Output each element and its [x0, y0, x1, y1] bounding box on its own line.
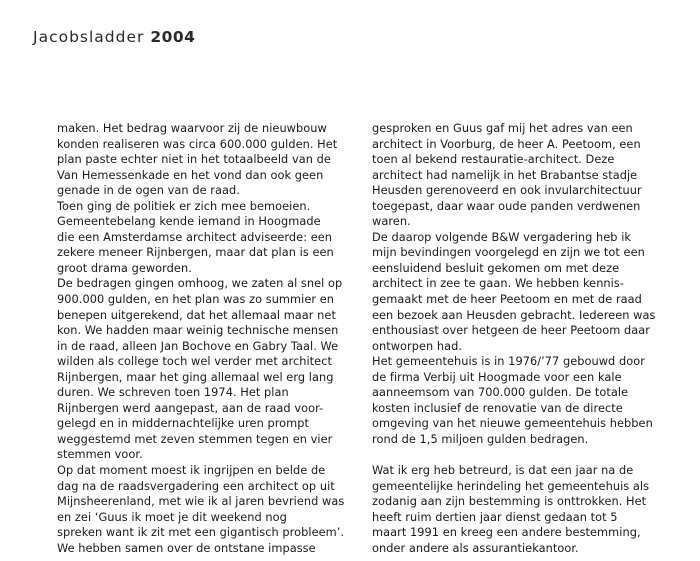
right-text-column	[372, 121, 682, 556]
text-line: maken. Het bedrag waarvoor zij de nieuwbouw	[57, 121, 327, 135]
text-line: kosten inclusief de renovatie van de directe	[372, 400, 623, 415]
text-line: gesproken en Guus gaf mij het adres van een	[372, 121, 633, 135]
text-line: de firma Verbij uit Hoogmade voor een kale	[372, 369, 622, 384]
text-line: Gemeentebelang kende iemand in Hoogmade	[57, 214, 321, 229]
text-line: weggestemd met zeven stemmen tegen en vier	[57, 431, 333, 446]
text-line: mijn bevindingen voorgelegd en zijn we tot een	[372, 245, 645, 260]
text-line: kon. We hadden maar weinig technische mensen	[57, 323, 339, 338]
text-line: architect in zee te gaan. We hebben kennis-	[372, 276, 624, 291]
text-line: in de raad, alleen Jan Bochove en Gabry Taal. We	[57, 338, 339, 353]
text-line: waren.	[372, 214, 411, 229]
text-line: toen al bekend restauratie-architect. Deze	[372, 152, 615, 167]
text-line: gemeentelijke herindeling het gemeentehuis als	[372, 478, 650, 493]
text-line: dag na de raadsvergadering een architect op uit	[57, 478, 335, 493]
text-line: genade in de ogen van de raad.	[57, 183, 240, 198]
text-line: en zei ‘Guus ik moet je dit weekend nog	[57, 509, 287, 524]
text-line: Het gemeentehuis is in 1976/’77 gebouwd door	[372, 354, 645, 369]
text-line: Heusden gerenoveerd en ook invularchitectuur	[372, 183, 642, 198]
running-header	[33, 28, 195, 46]
text-line: We hebben samen over de ontstane impasse	[57, 540, 316, 555]
left-text-column	[57, 121, 357, 556]
text-line: spreken want ik zit met een gigantisch probleem’.	[57, 525, 345, 540]
text-line: konden realiseren was circa 600.000 gulden. Het	[57, 136, 338, 151]
text-line: gemaakt met de heer Peetoom en met de raad	[372, 292, 642, 307]
text-line: omgeving van het nieuwe gemeentehuis hebben	[372, 416, 653, 431]
text-line: architect in Voorburg, de heer A. Peetoom, een	[372, 136, 641, 151]
text-line: 900.000 gulden, en het plan was zo summier en	[57, 292, 334, 307]
text-line: Toen ging de politiek er zich mee bemoeien.	[57, 198, 311, 213]
text-line: Op dat moment moest ik ingrijpen en belde de	[57, 463, 326, 478]
text-line: zekere meneer Rijnbergen, maar dat plan is een	[57, 245, 334, 260]
text-line: benepen uitgerekend, dat het allemaal maar net	[57, 307, 336, 322]
text-line: groot drama geworden.	[57, 260, 192, 275]
text-line: stemmen voor.	[57, 447, 143, 462]
text-line: gelegd en in middernachtelijke uren prompt	[57, 416, 310, 431]
text-line: architect had namelijk in het Brabantse stadje	[372, 167, 638, 182]
text-line: duren. We schreven toen 1974. Het plan	[57, 385, 289, 400]
text-line: toegepast, daar waar oude panden verdwenen	[372, 198, 641, 213]
text-line: Rijnbergen werd aangepast, aan de raad voor-	[57, 400, 324, 415]
text-line: die een Amsterdamse architect adviseerde: een	[57, 229, 333, 244]
text-line: rond de 1,5 miljoen gulden bedragen.	[372, 431, 589, 446]
text-line: wilden als college toch wel verder met architect	[57, 354, 332, 369]
text-line: Van Hemessenkade en het vond dan ook geen	[57, 167, 324, 182]
text-line: aanneemsom van 700.000 gulden. De totale	[372, 385, 629, 400]
text-line: De daarop volgende B&W vergadering heb ik	[372, 229, 632, 244]
text-line: een bezoek aan Heusden gebracht. Iedereen was	[372, 307, 656, 322]
text-line: De bedragen gingen omhoog, we zaten al snel op	[57, 276, 343, 291]
text-line: zodanig aan zijn bestemming is onttrokken. Het	[372, 494, 647, 509]
header-series-title: Jacobsladder	[33, 28, 145, 46]
text-line: eensluidend besluit gekomen om met deze	[372, 260, 620, 275]
text-line: heeft ruim dertien jaar dienst gedaan tot 5	[372, 509, 618, 524]
header-year: 2004	[150, 28, 196, 46]
text-line: enthousiast over hetgeen de heer Peetoom daar	[372, 323, 650, 338]
text-line: Mijnsheerenland, met wie ik al jaren bevriend was	[57, 494, 345, 509]
text-line: Wat ik erg heb betreurd, is dat een jaar na de	[372, 463, 634, 478]
text-line: maart 1991 en kreeg een andere bestemming,	[372, 525, 641, 540]
text-line: plan paste echter niet in het totaalbeeld van de	[57, 152, 331, 167]
text-line: onder andere als assurantiekantoor.	[372, 540, 579, 555]
text-line: Rijnbergen, maar het ging allemaal wel erg lang	[57, 369, 334, 384]
text-line	[372, 447, 682, 463]
text-line: ontworpen had.	[372, 338, 463, 353]
